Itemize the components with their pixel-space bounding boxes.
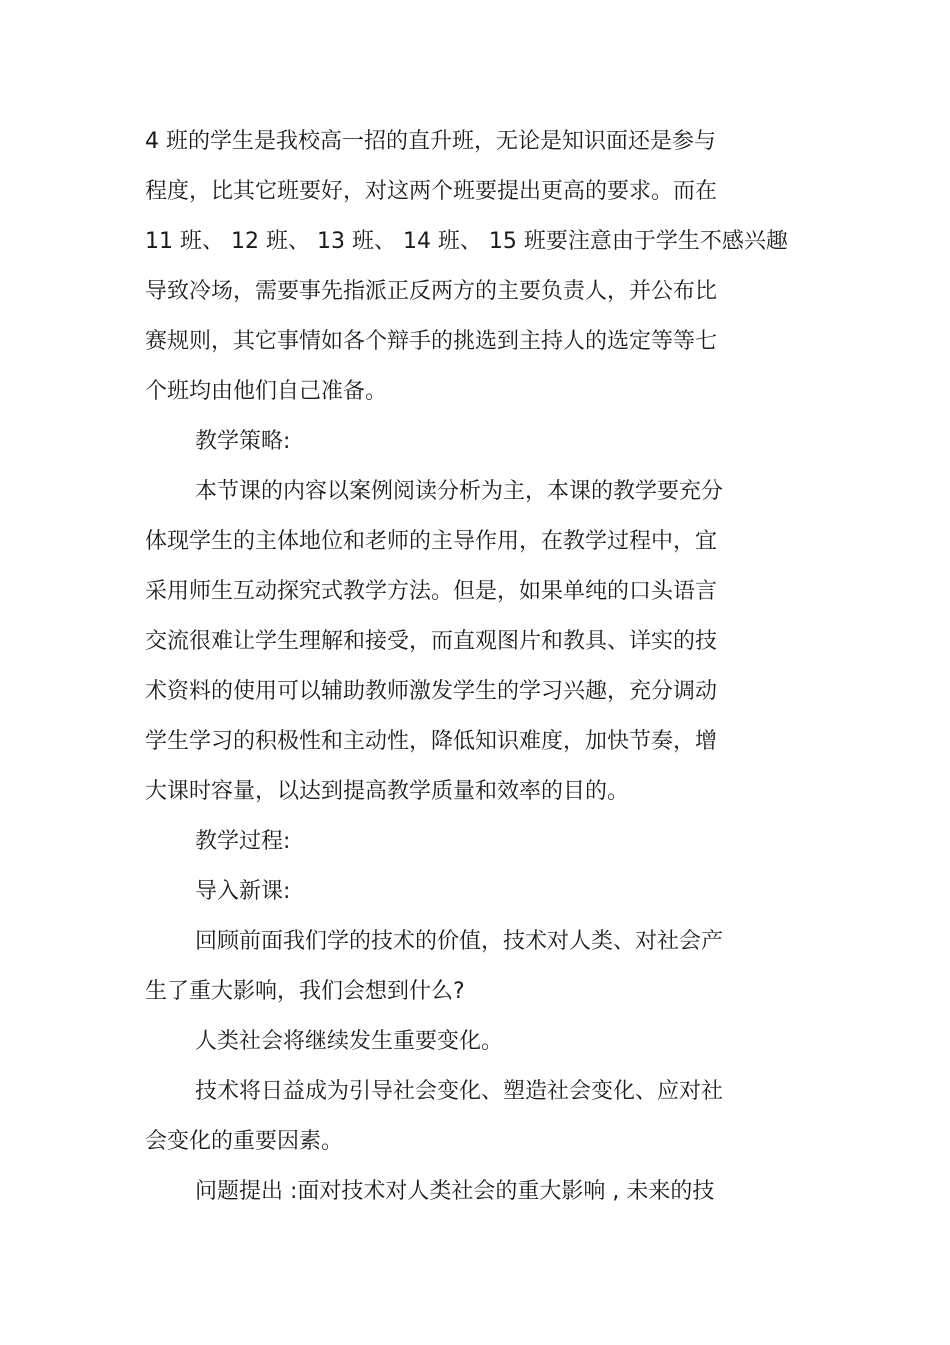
body-text-line: 人类社会将继续发生重要变化。 <box>195 1029 504 1054</box>
body-text-line: 程度，比其它班要好，对这两个班要提出更高的要求。而在 <box>145 179 718 204</box>
body-text-line: 本节课的内容以案例阅读分析为主，本课的教学要充分 <box>195 479 724 504</box>
body-text-line: 导致冷场，需要事先指派正反两方的主要负责人，并公布比 <box>145 279 718 304</box>
body-text-line: 赛规则，其它事情如各个辩手的挑选到主持人的选定等等七 <box>145 329 718 354</box>
body-text-line: 4 班的学生是我校高一招的直升班，无论是知识面还是参与 <box>145 129 716 154</box>
body-text-line: 生了重大影响，我们会想到什么? <box>145 979 465 1004</box>
body-text-line: 问题提出 :面对技术对人类社会的重大影响 , 未来的技 <box>195 1179 715 1204</box>
body-text-line: 学生学习的积极性和主动性，降低知识难度，加快节奏，增 <box>145 729 718 754</box>
body-text-line: 会变化的重要因素。 <box>145 1129 344 1154</box>
section-heading-intro: 导入新课: <box>195 879 291 904</box>
section-heading-strategy: 教学策略: <box>195 429 291 454</box>
body-text-line: 回顾前面我们学的技术的价值，技术对人类、对社会产 <box>195 929 724 954</box>
section-heading-process: 教学过程: <box>195 829 291 854</box>
body-text-line: 采用师生互动探究式教学方法。但是，如果单纯的口头语言 <box>145 579 718 604</box>
body-text-line: 大课时容量，以达到提高教学质量和效率的目的。 <box>145 779 630 804</box>
body-text-line: 个班均由他们自己准备。 <box>145 379 388 404</box>
body-text-line: 技术将日益成为引导社会变化、塑造社会变化、应对社 <box>195 1079 724 1104</box>
body-text-line: 交流很难让学生理解和接受，而直观图片和教具、详实的技 <box>145 629 718 654</box>
body-text-line: 术资料的使用可以辅助教师激发学生的学习兴趣，充分调动 <box>145 679 718 704</box>
body-text-line: 11 班、 12 班、 13 班、 14 班、 15 班要注意由于学生不感兴趣 <box>145 229 788 254</box>
body-text-line: 体现学生的主体地位和老师的主导作用，在教学过程中，宜 <box>145 529 718 554</box>
